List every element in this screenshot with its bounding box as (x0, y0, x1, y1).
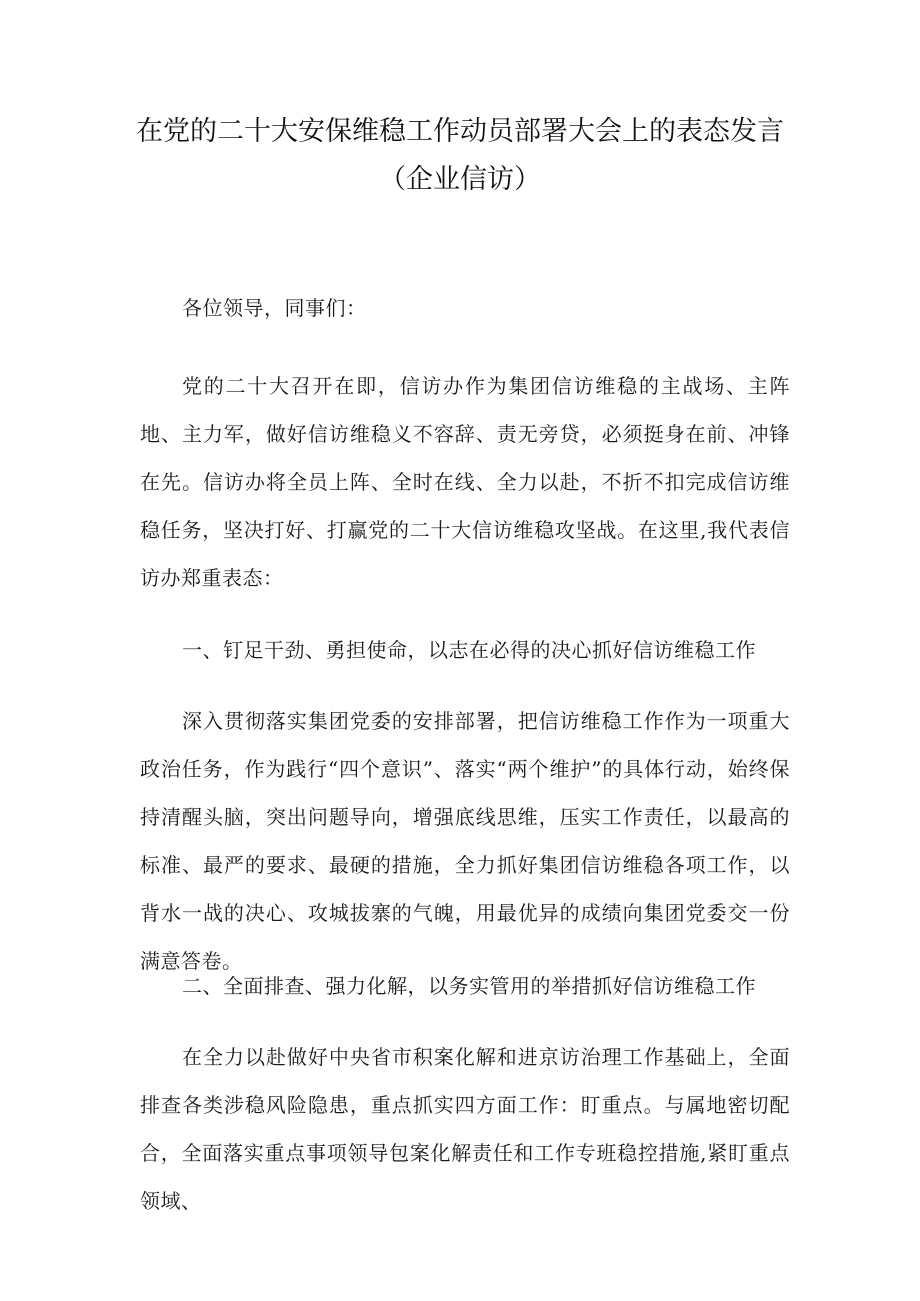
section-heading-2: 二、全面排查、强力化解，以务实管用的举措抓好信访维稳工作 (182, 974, 756, 998)
paragraph-section-1: 深入贯彻落实集团党委的安排部署，把信访维稳工作作为一项重大政治任务，作为践行“四个意识”、落实“两个维护”的具体行动，始终保持清醒头脑，突出问题导向，增强底线思维，压实工作责任，以最高的标准、最严的要求、最硬的措施，全力抓好集团信访维稳各项工作，以背水一战的决心、攻城拔寨的气魄，用最优异的成绩向集团党委交一份满意答卷。 (140, 709, 790, 973)
salutation: 各位领导，同事们： (182, 296, 367, 320)
document-title: 在党的二十大安保维稳工作动员部署大会上的表态发言（企业信访） (136, 116, 784, 195)
section-heading-1: 一、钉足干劲、勇担使命，以志在必得的决心抓好信访维稳工作 (182, 638, 756, 662)
paragraph-section-2: 在全力以赴做好中央省市积案化解和进京访治理工作基础上，全面排查各类涉稳风险隐患，重点抓实四方面工作：盯重点。与属地密切配合，全面落实重点事项领导包案化解责任和工作专班稳控措施,紧盯重点领域、 (140, 1045, 790, 1213)
paragraph-intro: 党的二十大召开在即，信访办作为集团信访维稳的主战场、主阵地、主力军，做好信访维稳义不容辞、责无旁贷，必须挺身在前、冲锋在先。信访办将全员上阵、全时在线、全力以赴，不折不扣完成信访维稳任务，坚决打好、打赢党的二十大信访维稳攻坚战。在这里,我代表信访办郑重表态： (140, 374, 790, 590)
